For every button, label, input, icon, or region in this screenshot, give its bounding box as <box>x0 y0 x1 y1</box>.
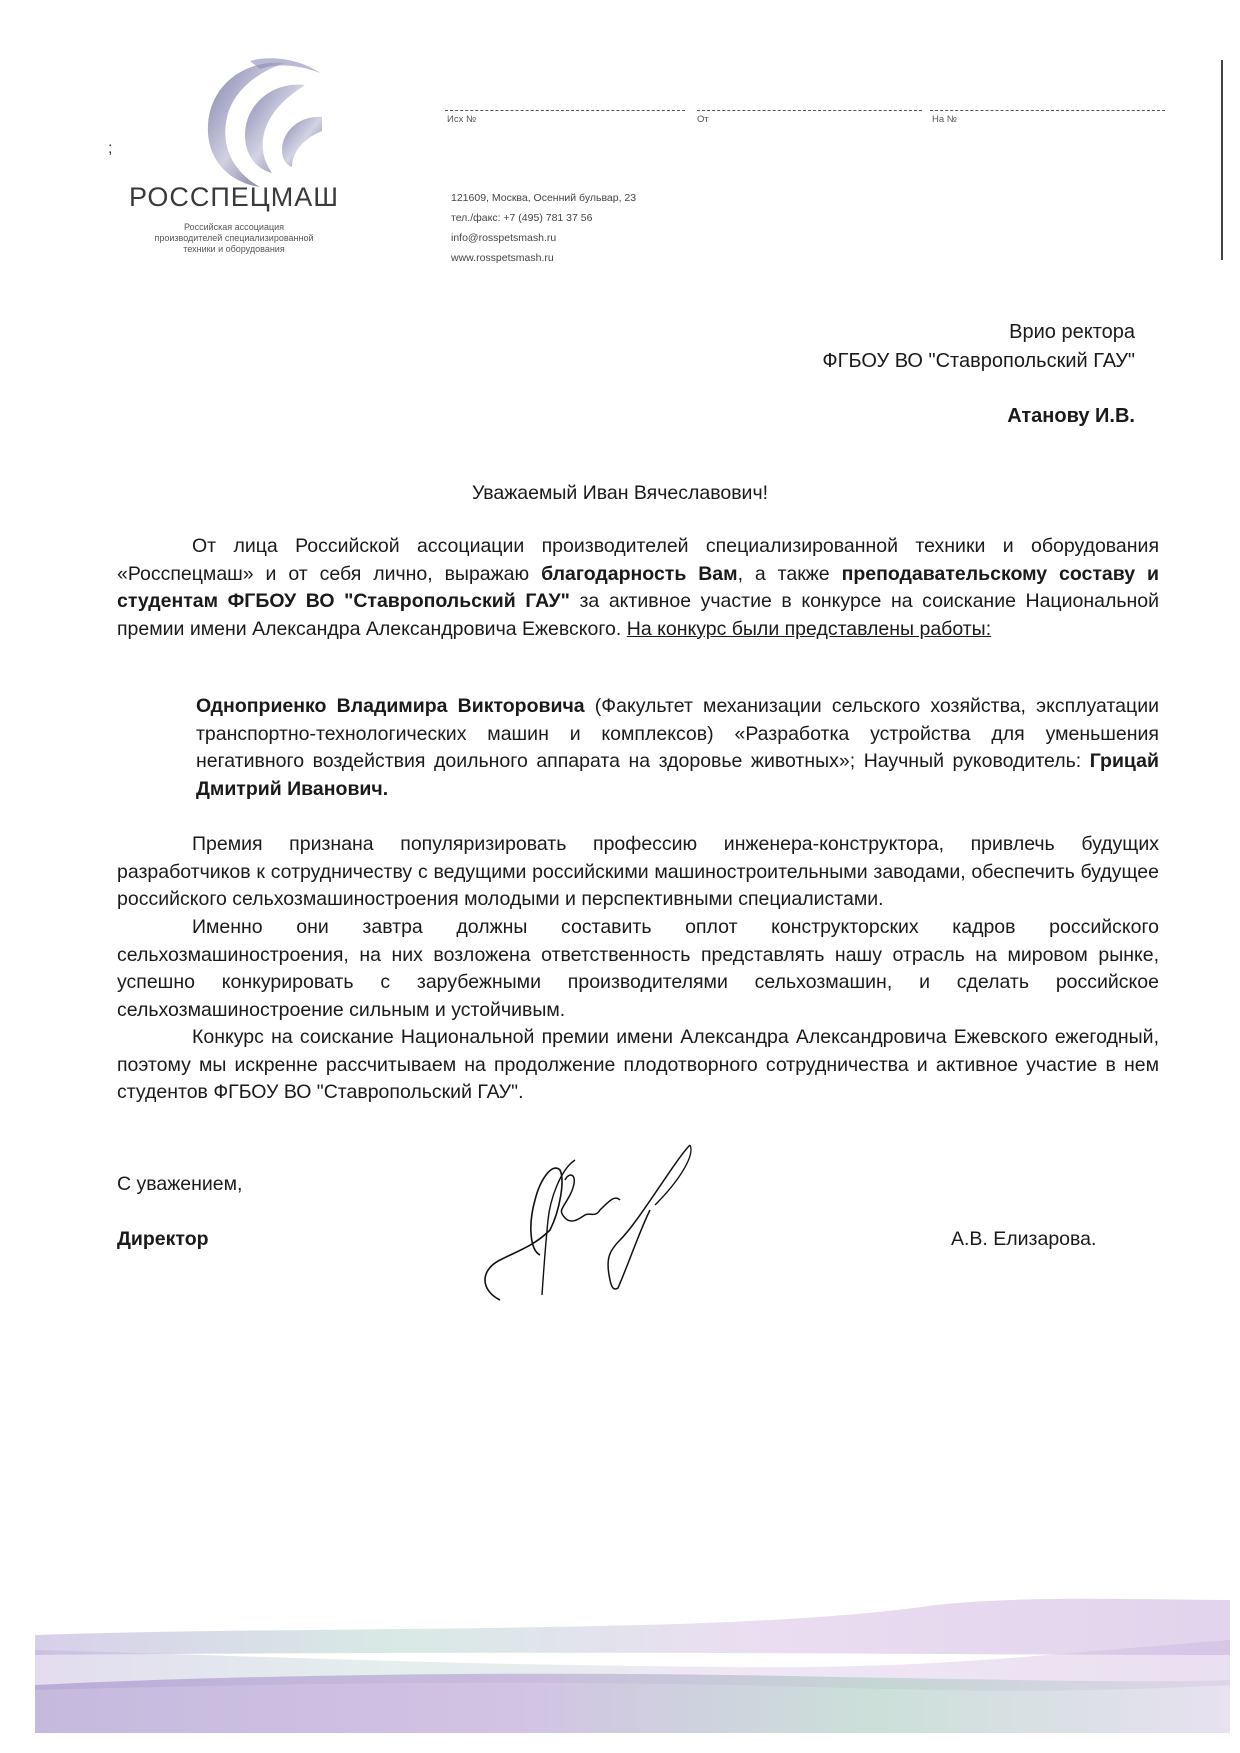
org-subtitle-line: Российская ассоциация <box>183 222 285 232</box>
handwritten-signature-icon <box>440 1140 700 1320</box>
website: www.rosspetsmash.ru <box>451 252 554 264</box>
org-name: РОССПЕЦМАШ <box>128 182 340 212</box>
nominee-name: Одноприенко Владимира Викторовича <box>196 695 585 717</box>
text: От лица Российской ассоциации производителей специализированной техники и оборудования «Росспецмаш» и от себя лично, выражаю <box>117 535 1159 585</box>
nominee-details: (Факультет механизации сельского хозяйства, эксплуатации транспортно-технологических машин и комплексов) «Разработка устройства для уменьшения негативного воздействия доильного аппарата на здоровье животных»; Научный руководитель: <box>196 695 1159 772</box>
signer-name: А.В. Елизарова. <box>951 1228 1097 1250</box>
text: за активное участие в конкурсе на соискание Национальной премии имени Александра Александровича Ежевского. <box>117 590 1159 640</box>
from-date-label: От <box>697 114 709 125</box>
contact-block <box>451 188 636 268</box>
closing-regards: С уважением, <box>117 1173 243 1195</box>
from-date-line <box>697 110 922 111</box>
globe-swirl-logo-icon <box>190 55 340 190</box>
salutation: Уважаемый Иван Вячеславович! <box>471 482 769 504</box>
recipient-name: Атанову И.В. <box>1007 405 1135 427</box>
underlined-text: На конкурс были представлены работы: <box>626 617 992 640</box>
paragraph-annual-contest: Конкурс на соискание Национальной премии имени Александра Александровича Ежевского ежегодный, поэтому мы искренне рассчитываем на продолжение плодотворного сотрудничества и активное участие в нем студентов ФГБОУ ВО "Ставропольский ГАУ". <box>117 1026 1159 1103</box>
org-subtitle <box>118 222 350 255</box>
paragraph-prize-purpose: Премия признана популяризировать профессию инженера-конструктора, привлечь будущих разработчиков к сотрудничеству с ведущими российскими машиностроительными заводами, обеспечить будущее российского сельхозмашиностроения молодыми и перспективными специалистами. <box>117 833 1159 910</box>
recipient-block <box>822 318 1135 431</box>
outgoing-number-label: Исх № <box>447 114 477 125</box>
outgoing-number-line <box>445 110 685 111</box>
text: , а также <box>737 562 842 585</box>
reply-to-line <box>930 110 1165 111</box>
address: 121609, Москва, Осенний бульвар, 23 <box>451 192 637 204</box>
org-subtitle-line: техники и оборудования <box>183 244 285 254</box>
recipient-position: Врио ректора <box>1009 321 1135 343</box>
email: info@rosspetsmash.ru <box>451 232 557 244</box>
stray-scan-mark: ; <box>108 140 113 157</box>
paragraph-future-specialists: Именно они завтра должны составить оплот конструкторских кадров российского сельхозмашиностроения, на них возложена ответственность представлять нашу отрасль на мировом рынке, успешно конкурировать с зарубежными производителями сельхозмашин, и сделать российское сельхозмашиностроение сильным и устойчивым. <box>117 916 1159 1021</box>
bold-text: преподавательскому составу и студентам ФГБОУ ВО "Ставропольский ГАУ" <box>117 562 1160 612</box>
org-subtitle-line: производителей специализированной <box>154 233 314 243</box>
scan-edge-mark <box>1221 60 1223 260</box>
phone: тел./факс: +7 (495) 781 37 56 <box>451 212 593 224</box>
signer-position: Директор <box>117 1228 209 1250</box>
supervisor-name: Грицай Дмитрий Иванович. <box>196 750 1159 800</box>
bold-text: благодарность Вам <box>541 562 738 585</box>
watercolor-band-decoration <box>35 1595 1230 1733</box>
recipient-organization: ФГБОУ ВО "Ставропольский ГАУ" <box>822 350 1135 372</box>
paragraph-thanks <box>117 533 1159 643</box>
reply-to-label: На № <box>932 114 957 125</box>
nominee-entry <box>196 693 1159 803</box>
